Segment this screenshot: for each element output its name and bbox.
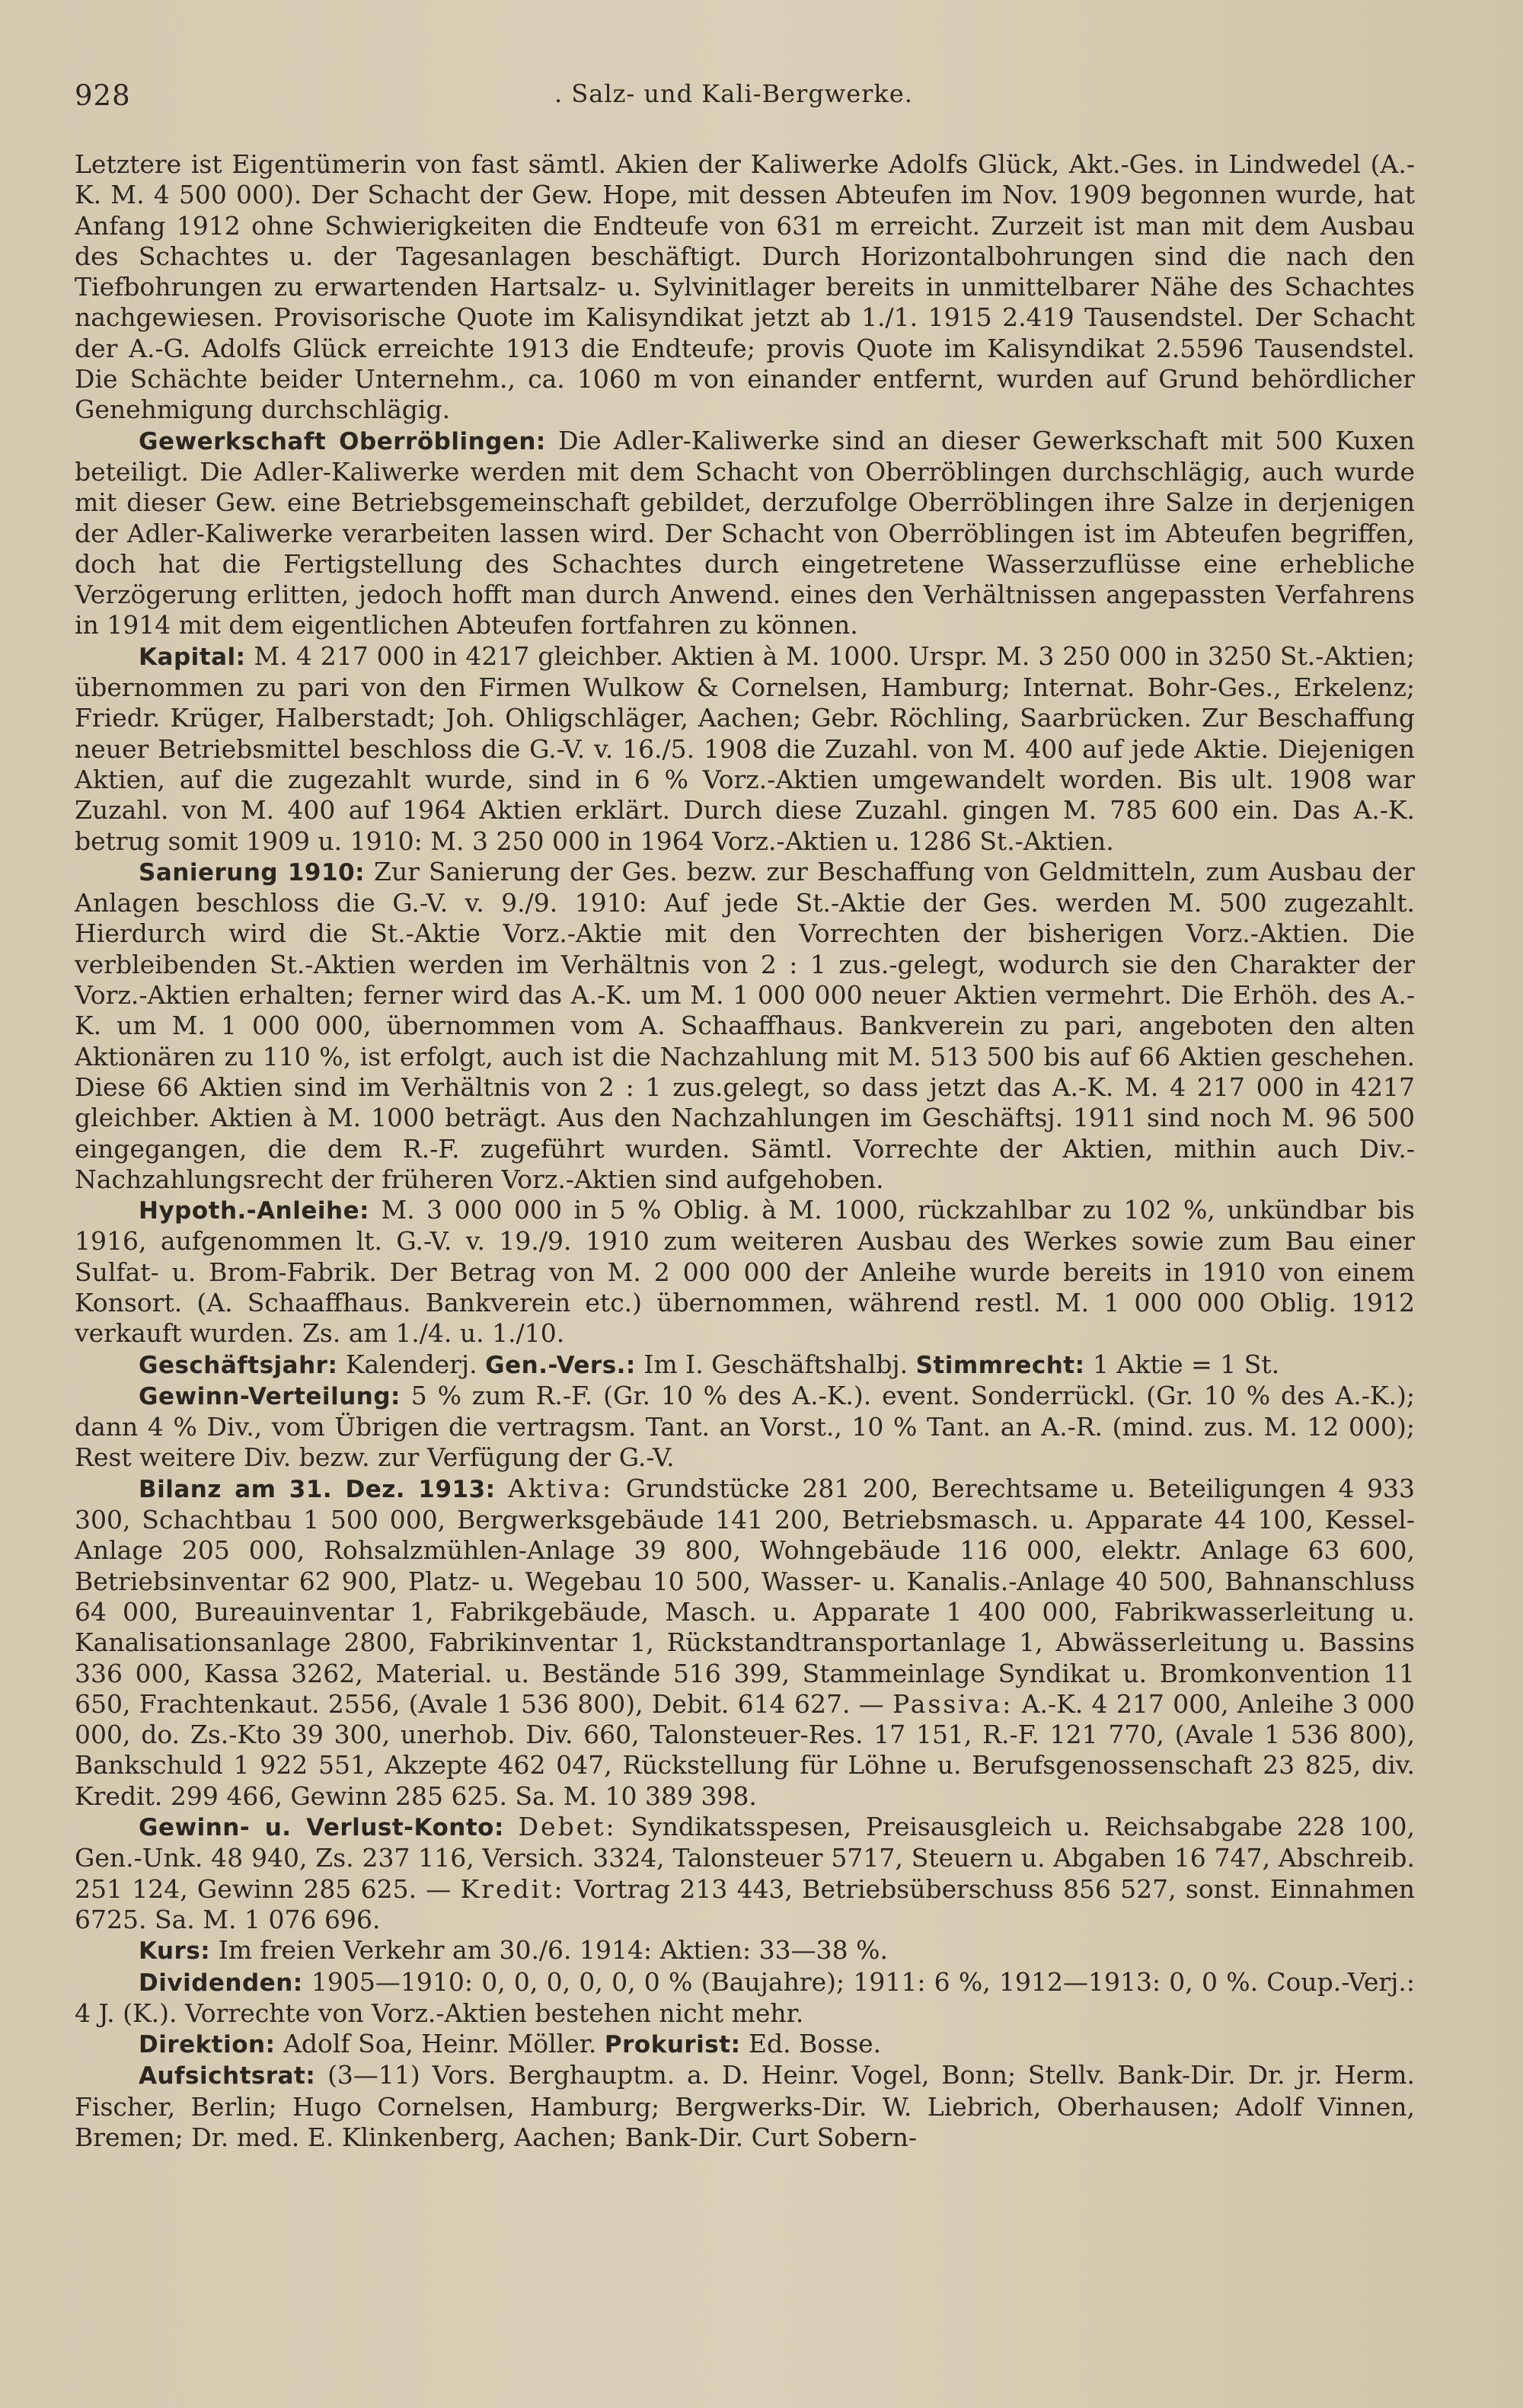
text-prokurist: Ed. Bosse. xyxy=(748,2029,882,2059)
label-debet: Debet: xyxy=(518,1812,617,1842)
label-direktion: Direktion: xyxy=(139,2031,276,2059)
running-title: . Salz- und Kali-Bergwerke. xyxy=(554,79,913,108)
text-hypoth-anleihe: M. 3 000 000 in 5 % Oblig. à M. 1000, rückzahlbar zu 102 %, unkündbar bis 1916, aufgenommen lt. G.-V. v. 19./9. 1910 zum weiteren Ausbau des Werkes sowie zum Bau einer Sulfat- u. Brom-Fabrik. Der Betrag von M. 2 000 000 der Anleihe wurde bereits in 1910 von einem Konsort. (A. Schaaffhaus. Bankverein etc.) übernommen, während restl. M. 1 000 000 Oblig. 1912 verkauft wurden. Zs. am 1./4. u. 1./10. xyxy=(75,1195,1415,1349)
article-body xyxy=(75,149,1415,2153)
paragraph-gewinn-verteilung xyxy=(75,1381,1415,1474)
label-bilanz: Bilanz am 31. Dez. 1913: xyxy=(139,1475,496,1503)
text-aufsichtsrat: (3—11) Vors. Berghauptm. a. D. Heinr. Vogel, Bonn; Stellv. Bank-Dir. Dr. jr. Herm. Fischer, Berlin; Hugo Cornelsen, Hamburg; Bergwerks-Dir. W. Liebrich, Oberhausen; Adolf Vinnen, Bremen; Dr. med. E. Klinkenberg, Aachen; Bank-Dir. Curt Sobern- xyxy=(75,2060,1415,2152)
page-number: 928 xyxy=(75,79,131,112)
paragraph-kapital xyxy=(75,641,1415,857)
label-sanierung: Sanierung 1910: xyxy=(139,858,366,886)
paragraph-dividenden xyxy=(75,1967,1415,2030)
text-kredit: Vortrag 213 443, Betriebsüberschuss 856 527, sonst. Einnahmen 6725. Sa. M. 1 076 696. xyxy=(75,1873,1416,1934)
paragraph-aufsichtsrat xyxy=(75,2060,1415,2153)
label-geschaeftsjahr: Geschäftsjahr: xyxy=(139,1351,338,1379)
paragraph-bilanz: Bilanz am 31. Dez. 1913: Aktiva: Grundstücke 281 200, Berechtsame u. Beteiligungen 4 933 300, Schachtbau 1 500 000, Bergwerksgebäude 141 200, Betriebsmasch. u. Apparate 44 100, Kessel-Anlage 205 000, Rohsalzmühlen-Anlage 39 800, Wohngebäude 116 000, elektr. Anlage 63 600, Betriebsinventar 62 900, Platz- u. Wegebau 10 500, Wasser- u. Kanalis.-Anlage 40 500, Bahnanschluss 64 000, Bureauinventar 1, Fabrikgebäude, Masch. u. Apparate 1 400 000, Fabrikwasserleitung u. Kanalisationsanlage 2800, Fabrikinventar 1, Rückstandtransportanlage 1, Abwässerleitung u. Bassins 336 000, Kassa 3262, Material. u. Bestände 516 399, Stammeinlage Syndikat u. Bromkonvention 11 650, Frachtenkaut. 2556, (Avale 1 536 800), Debit. 614 627. — Passiva: A.-K. 4 217 000, Anleihe 3 000 000, do. Zs.-Kto 39 300, unerhob. Div. 660, Talonsteuer-Res. 17 151, R.-F. 121 770, (Avale 1 536 800), Bankschuld 1 922 551, Akzepte 462 047, Rückstellung für Löhne u. Berufsgenossenschaft 23 825, div. Kredit. 299 466, Gewinn 285 625. Sa. M. 10 389 398. xyxy=(75,1473,1416,1811)
label-kapital: Kapital: xyxy=(139,643,246,671)
text-kapital: M. 4 217 000 in 4217 gleichber. Aktien à M. 1000. Urspr. M. 3 250 000 in 3250 St.-Aktien; übernommen zu pari von den Firmen Wulkow & Cornelsen, Hamburg; Internat. Bohr-Ges., Erkelenz; Friedr. Krüger, Halberstadt; Joh. Ohligschläger, Aachen; Gebr. Röchling, Saarbrücken. Zur Beschaffung neuer Betriebsmittel beschloss die G.-V. v. 16./5. 1908 die Zuzahl. von M. 400 auf jede Aktie. Diejenigen Aktien, auf die zugezahlt wurde, sind in 6 % Vorz.-Aktien umgewandelt worden. Bis ult. 1908 war Zuzahl. von M. 400 auf 1964 Aktien erklärt. Durch diese Zuzahl. gingen M. 785 600 ein. Das A.-K. betrug somit 1909 u. 1910: M. 3 250 000 in 1964 Vorz.-Aktien u. 1286 St.-Aktien. xyxy=(75,640,1415,856)
text-passiva: A.-K. 4 217 000, Anleihe 3 000 000, do. Zs.-Kto 39 300, unerhob. Div. 660, Talonsteuer-Res. 17 151, R.-F. 121 770, (Avale 1 536 800), Bankschuld 1 922 551, Akzepte 462 047, Rückstellung für Löhne u. Berufsgenossenschaft 23 825, div. Kredit. 299 466, Gewinn 285 625. Sa. M. 10 389 398. xyxy=(75,1688,1416,1811)
paragraph-hypoth-anleihe xyxy=(75,1195,1415,1349)
page-header xyxy=(75,79,1415,117)
label-gewinn-verlust-konto: Gewinn- u. Verlust-Konto: xyxy=(139,1814,504,1842)
text-direktion: Adolf Soa, Heinr. Möller. xyxy=(283,2029,597,2059)
paragraph-gewerkschaft xyxy=(75,426,1415,641)
text-gewerkschaft: Die Adler-Kaliwerke sind an dieser Gewerkschaft mit 500 Kuxen beteiligt. Die Adler-Kaliwerke werden mit dem Schacht von Oberröblingen durchschlägig, auch wurde mit dieser Gew. eine Betriebsgemeinschaft gebildet, derzufolge Oberröblingen ihre Salze in derjenigen der Adler-Kaliwerke verarbeiten lassen wird. Der Schacht von Oberröblingen ist im Abteufen begriffen, doch hat die Fertigstellung des Schachtes durch eingetretene Wasserzuflüsse eine erhebliche Verzögerung erlitten, jedoch hofft man durch Anwend. eines den Verhältnissen angepassten Verfahrens in 1914 mit dem eigentlichen Abteufen fortfahren zu können. xyxy=(75,425,1416,640)
text-aktiva: Grundstücke 281 200, Berechtsame u. Beteiligungen 4 933 300, Schachtbau 1 500 000, Bergwerksgebäude 141 200, Betriebsmasch. u. Apparate 44 100, Kessel-Anlage 205 000, Rohsalzmühlen-Anlage 39 800, Wohngebäude 116 000, elektr. Anlage 63 600, Betriebsinventar 62 900, Platz- u. Wegebau 10 500, Wasser- u. Kanalis.-Anlage 40 500, Bahnanschluss 64 000, Bureauinventar 1, Fabrikgebäude, Masch. u. Apparate 1 400 000, Fabrikwasserleitung u. Kanalisationsanlage 2800, Fabrikinventar 1, Rückstandtransportanlage 1, Abwässerleitung u. Bassins 336 000, Kassa 3262, Material. u. Bestände 516 399, Stammeinlage Syndikat u. Bromkonvention 11 650, Frachtenkaut. 2556, (Avale 1 536 800), Debit. 614 627. xyxy=(75,1473,1415,1719)
label-kurs: Kurs: xyxy=(139,1937,211,1966)
text-sanierung: Zur Sanierung der Ges. bezw. zur Beschaffung von Geldmitteln, zum Ausbau der Anlagen beschloss die G.-V. v. 9./9. 1910: Auf jede St.-Aktie der Ges. werden M. 500 zugezahlt. Hierdurch wird die St.-Aktie Vorz.-Aktie mit den Vorrechten der bisherigen Vorz.-Aktien. Die verbleibenden St.-Aktien werden im Verhältnis von 2 : 1 zus.-gelegt, wodurch sie den Charakter der Vorz.-Aktien erhalten; ferner wird das A.-K. um M. 1 000 000 neuer Aktien vermehrt. Die Erhöh. des A.-K. um M. 1 000 000, übernommen vom A. Schaaffhaus. Bankverein zu pari, angeboten den alten Aktionären zu 110 %, ist erfolgt, auch ist die Nachzahlung mit M. 513 500 bis auf 66 Aktien geschehen. Diese 66 Aktien sind im Verhältnis von 2 : 1 zus.gelegt, so dass jetzt das A.-K. M. 4 217 000 in 4217 gleichber. Aktien à M. 1000 beträgt. Aus den Nachzahlungen im Geschäftsj. 1911 sind noch M. 96 500 eingegangen, die dem R.-F. zugeführt wurden. Sämtl. Vorrechte der Aktien, mithin auch Div.-Nachzahlungsrecht der früheren Vorz.-Aktien sind aufgehoben. xyxy=(75,856,1415,1194)
label-aktiva: Aktiva: xyxy=(508,1473,614,1503)
label-kredit: Kredit: xyxy=(460,1873,565,1904)
paragraph-geschaeftsjahr xyxy=(75,1349,1415,1381)
paragraph-direktion xyxy=(75,2029,1415,2060)
label-gen-vers: Gen.-Vers.: xyxy=(485,1351,636,1379)
text-stimmrecht: 1 Aktie = 1 St. xyxy=(1093,1349,1280,1379)
text-dividenden: 1905—1910: 0, 0, 0, 0, 0, 0 % (Baujahre); 1911: 6 %, 1912—1913: 0, 0 %. Coup.-Verj.: 4 J. (K.). Vorrechte von Vorz.-Aktien bestehen nicht mehr. xyxy=(75,1966,1415,2028)
label-dividenden: Dividenden: xyxy=(139,1969,303,1997)
label-passiva: Passiva: xyxy=(892,1688,1014,1719)
label-prokurist: Prokurist: xyxy=(604,2031,741,2059)
label-gewerkschaft: Gewerkschaft Oberröblingen: xyxy=(139,427,546,455)
label-hypoth-anleihe: Hypoth.-Anleihe: xyxy=(139,1197,369,1225)
text-kurs: Im freien Verkehr am 30./6. 1914: Aktien: 33—38 %. xyxy=(218,1935,888,1966)
paragraph-sanierung xyxy=(75,857,1415,1195)
text-debet: Syndikatsspesen, Preisausgleich u. Reichsabgabe 228 100, Gen.-Unk. 48 940, Zs. 237 116, Versich. 3324, Talonsteuer 5717, Steuern u. Abgaben 16 747, Abschreib. 251 124, Gewinn 285 625. — xyxy=(75,1812,1416,1904)
label-aufsichtsrat: Aufsichtsrat: xyxy=(139,2062,316,2090)
text-geschaeftsjahr: Kalenderj. xyxy=(345,1349,477,1379)
label-gewinn-verteilung: Gewinn-Verteilung: xyxy=(139,1382,401,1410)
text-gen-vers: Im I. Geschäftshalbj. xyxy=(643,1349,908,1379)
label-stimmrecht: Stimmrecht: xyxy=(915,1351,1085,1379)
paragraph-intro: Letztere ist Eigentümerin von fast sämtl. Akien der Kaliwerke Adolfs Glück, Akt.-Ges. in Lindwedel (A.-K. M. 4 500 000). Der Schacht der Gew. Hope, mit dessen Abteufen im Nov. 1909 begonnen wurde, hat Anfang 1912 ohne Schwierigkeiten die Endteufe von 631 m erreicht. Zurzeit ist man mit dem Ausbau des Schachtes u. der Tagesanlagen beschäftigt. Durch Horizontalbohrungen sind die nach den Tiefbohrungen zu erwartenden Hartsalz- u. Sylvinitlager bereits in unmittelbarer Nähe des Schachtes nachgewiesen. Provisorische Quote im Kalisyndikat jetzt ab 1./1. 1915 2.419 Tausendstel. Der Schacht der A.-G. Adolfs Glück erreichte 1913 die Endteufe; provis Quote im Kalisyndikat 2.5596 Tausendstel. Die Schächte beider Unternehm., ca. 1060 m von einander entfernt, wurden auf Grund behördlicher Genehmigung durchschlägig. xyxy=(75,149,1415,425)
paragraph-kurs xyxy=(75,1935,1415,1966)
paragraph-gewinn-verlust-konto xyxy=(75,1812,1415,1935)
text-gewinn-verteilung: 5 % zum R.-F. (Gr. 10 % des A.-K.). event. Sonderrückl. (Gr. 10 % des A.-K.); dann 4 % Div., vom Übrigen die vertragsm. Tant. an Vorst., 10 % Tant. an A.-R. (mind. zus. M. 12 000); Rest weitere Div. bezw. zur Verfügung der G.-V. xyxy=(75,1380,1415,1473)
